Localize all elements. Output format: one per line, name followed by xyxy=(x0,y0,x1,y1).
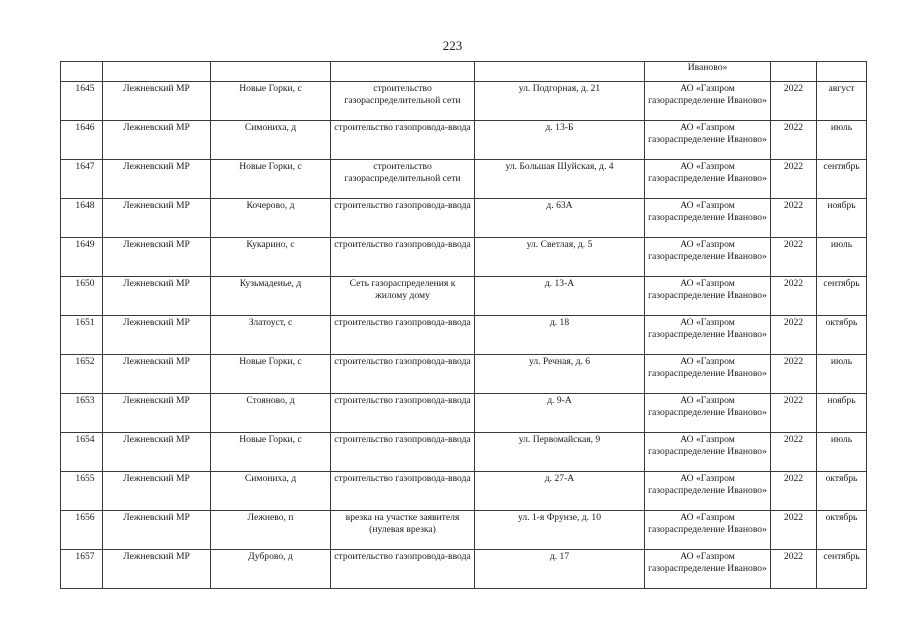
cell-district: Лежневский МР xyxy=(103,550,211,589)
cell-district: Лежневский МР xyxy=(103,121,211,160)
cell-address: ул. 1-я Фрунзе, д. 10 xyxy=(475,511,645,550)
cell-month: сентябрь xyxy=(817,550,867,589)
cell-number: 1653 xyxy=(61,394,103,433)
cell-month: июль xyxy=(817,121,867,160)
cell-district: Лежневский МР xyxy=(103,394,211,433)
cell-month: август xyxy=(817,82,867,121)
cell-number: 1647 xyxy=(61,160,103,199)
cell-locality: Новые Горки, с xyxy=(211,433,331,472)
cell-address: д. 13-Б xyxy=(475,121,645,160)
cell-locality: Симониха, д xyxy=(211,121,331,160)
cell-month: октябрь xyxy=(817,511,867,550)
cell-month xyxy=(817,62,867,82)
cell-work: строительство газопровода-ввода xyxy=(331,394,475,433)
cell-month: сентябрь xyxy=(817,160,867,199)
cell-month: июль xyxy=(817,355,867,394)
cell-locality: Стояново, д xyxy=(211,394,331,433)
table-body xyxy=(61,62,867,589)
cell-operator: АО «Газпром газораспределение Иваново» xyxy=(645,82,771,121)
cell-work: строительство газопровода-ввода xyxy=(331,355,475,394)
gasification-table xyxy=(60,61,867,589)
continuation-row xyxy=(61,62,867,82)
cell-address: д. 27-А xyxy=(475,472,645,511)
cell-operator: АО «Газпром газораспределение Иваново» xyxy=(645,277,771,316)
cell-locality: Лежнево, п xyxy=(211,511,331,550)
cell-work: строительство газопровода-ввода xyxy=(331,238,475,277)
cell-locality: Симониха, д xyxy=(211,472,331,511)
cell-year: 2022 xyxy=(771,160,817,199)
cell-month: ноябрь xyxy=(817,394,867,433)
cell-locality: Златоуст, с xyxy=(211,316,331,355)
cell-number: 1656 xyxy=(61,511,103,550)
cell-operator: АО «Газпром газораспределение Иваново» xyxy=(645,160,771,199)
cell-number: 1654 xyxy=(61,433,103,472)
table-row xyxy=(61,277,867,316)
cell-operator: АО «Газпром газораспределение Иваново» xyxy=(645,433,771,472)
table-row xyxy=(61,511,867,550)
cell-year: 2022 xyxy=(771,238,817,277)
cell-district: Лежневский МР xyxy=(103,433,211,472)
table-row xyxy=(61,355,867,394)
cell-work: строительство газопровода-ввода xyxy=(331,121,475,160)
cell-month: октябрь xyxy=(817,316,867,355)
cell-year: 2022 xyxy=(771,433,817,472)
cell-locality: Кочерово, д xyxy=(211,199,331,238)
table-row xyxy=(61,394,867,433)
cell-district: Лежневский МР xyxy=(103,238,211,277)
table-row xyxy=(61,238,867,277)
cell-year: 2022 xyxy=(771,550,817,589)
cell-locality: Новые Горки, с xyxy=(211,355,331,394)
cell-district: Лежневский МР xyxy=(103,82,211,121)
cell-month: октябрь xyxy=(817,472,867,511)
cell-number: 1650 xyxy=(61,277,103,316)
cell-operator: АО «Газпром газораспределение Иваново» xyxy=(645,121,771,160)
cell-year xyxy=(771,62,817,82)
cell-address: д. 9-А xyxy=(475,394,645,433)
cell-operator: АО «Газпром газораспределение Иваново» xyxy=(645,472,771,511)
cell-year: 2022 xyxy=(771,394,817,433)
cell-operator: АО «Газпром газораспределение Иваново» xyxy=(645,199,771,238)
cell-month: ноябрь xyxy=(817,199,867,238)
cell-district: Лежневский МР xyxy=(103,160,211,199)
cell-work: строительство газораспределительной сети xyxy=(331,160,475,199)
cell-number: 1655 xyxy=(61,472,103,511)
page-number: 223 xyxy=(442,38,463,53)
cell-work: Сеть газораспределения к жилому дому xyxy=(331,277,475,316)
cell-district: Лежневский МР xyxy=(103,316,211,355)
cell-work: строительство газопровода-ввода xyxy=(331,433,475,472)
cell-district: Лежневский МР xyxy=(103,277,211,316)
cell-locality: Дуброво, д xyxy=(211,550,331,589)
cell-number: 1657 xyxy=(61,550,103,589)
cell-operator: АО «Газпром газораспределение Иваново» xyxy=(645,394,771,433)
cell-address: д. 17 xyxy=(475,550,645,589)
cell-year: 2022 xyxy=(771,199,817,238)
cell-district: Лежневский МР xyxy=(103,355,211,394)
table-row xyxy=(61,160,867,199)
cell-operator: Иваново» xyxy=(645,62,771,82)
cell-locality xyxy=(211,62,331,82)
cell-address xyxy=(475,62,645,82)
cell-year: 2022 xyxy=(771,82,817,121)
cell-locality: Новые Горки, с xyxy=(211,82,331,121)
cell-number: 1652 xyxy=(61,355,103,394)
cell-operator: АО «Газпром газораспределение Иваново» xyxy=(645,511,771,550)
cell-work xyxy=(331,62,475,82)
cell-year: 2022 xyxy=(771,316,817,355)
table-row xyxy=(61,433,867,472)
cell-operator: АО «Газпром газораспределение Иваново» xyxy=(645,316,771,355)
cell-year: 2022 xyxy=(771,121,817,160)
cell-year: 2022 xyxy=(771,472,817,511)
cell-year: 2022 xyxy=(771,511,817,550)
cell-number xyxy=(61,62,103,82)
table-row xyxy=(61,550,867,589)
cell-district xyxy=(103,62,211,82)
cell-year: 2022 xyxy=(771,277,817,316)
cell-district: Лежневский МР xyxy=(103,472,211,511)
cell-work: строительство газопровода-ввода xyxy=(331,550,475,589)
cell-operator: АО «Газпром газораспределение Иваново» xyxy=(645,238,771,277)
cell-address: ул. Первомайская, 9 xyxy=(475,433,645,472)
cell-work: строительство газопровода-ввода xyxy=(331,316,475,355)
table-row xyxy=(61,121,867,160)
cell-number: 1645 xyxy=(61,82,103,121)
cell-year: 2022 xyxy=(771,355,817,394)
cell-locality: Кукарино, с xyxy=(211,238,331,277)
cell-number: 1649 xyxy=(61,238,103,277)
cell-locality: Кузьмадеиье, д xyxy=(211,277,331,316)
table-row xyxy=(61,199,867,238)
cell-operator: АО «Газпром газораспределение Иваново» xyxy=(645,550,771,589)
cell-locality: Новые Горки, с xyxy=(211,160,331,199)
table-row xyxy=(61,316,867,355)
cell-address: д. 63А xyxy=(475,199,645,238)
cell-month: июль xyxy=(817,238,867,277)
cell-work: строительство газопровода-ввода xyxy=(331,199,475,238)
cell-address: ул. Речная, д. 6 xyxy=(475,355,645,394)
table-row xyxy=(61,82,867,121)
cell-number: 1651 xyxy=(61,316,103,355)
cell-number: 1648 xyxy=(61,199,103,238)
cell-address: ул. Большая Шуйская, д. 4 xyxy=(475,160,645,199)
cell-address: ул. Подгорная, д. 21 xyxy=(475,82,645,121)
cell-month: июль xyxy=(817,433,867,472)
cell-work: врезка на участке заявителя (нулевая врезка) xyxy=(331,511,475,550)
cell-address: д. 18 xyxy=(475,316,645,355)
cell-number: 1646 xyxy=(61,121,103,160)
cell-address: ул. Светлая, д. 5 xyxy=(475,238,645,277)
cell-operator: АО «Газпром газораспределение Иваново» xyxy=(645,355,771,394)
cell-work: строительство газораспределительной сети xyxy=(331,82,475,121)
cell-district: Лежневский МР xyxy=(103,511,211,550)
cell-address: д. 13-А xyxy=(475,277,645,316)
table-row xyxy=(61,472,867,511)
cell-month: сентябрь xyxy=(817,277,867,316)
cell-district: Лежневский МР xyxy=(103,199,211,238)
cell-work: строительство газопровода-ввода xyxy=(331,472,475,511)
